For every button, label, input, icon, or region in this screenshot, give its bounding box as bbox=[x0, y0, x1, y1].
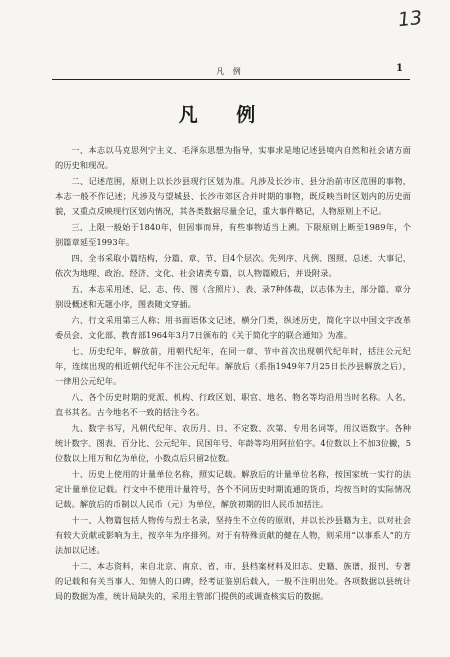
paragraph-3: 三、上限一般始于1840年，但因事而异，有些事物适当上溯。下限原则上断至1989年，个别篇章延至1993年。 bbox=[55, 222, 411, 247]
paragraph-7: 七、历史纪年，解放前，用朝代纪年，在同一章、节中首次出现朝代纪年时，括注公元纪年，连续出现的相近朝代纪年不注公元纪年。解放后（系指1949年7月25日长沙县解放之后），一律用公元纪年。 bbox=[55, 346, 411, 386]
paragraph-6: 六、行文采用第三人称；用书面语体文记述，横分门类，纵述历史，简化字以中国文字改革委员会、文化部、教育部1964年3月7日颁布的《关于简化字的联合通知》为准。 bbox=[55, 315, 411, 340]
header-rule bbox=[52, 79, 410, 80]
paragraph-8: 八、各个历史时期的党派、机构、行政区划、职官、地名、物名等均沿用当时名称。人名，直书其名。古今地名不一致的括注今名。 bbox=[55, 392, 411, 417]
paragraph-11: 十一、人物篇包括人物传与烈士名录，坚持生不立传的原则，并以长沙县籍为主，以对社会有较大贡献或影响为主，按卒年为序排列。对于有特殊贡献的健在人物，则采用“以事系人”的方法加以记述。 bbox=[55, 515, 411, 555]
paragraph-12: 十二、本志资料，来自北京、南京、省、市、县档案材料及旧志、史籍、族谱、报刊、专著的记载和有关当事人、知情人的口碑，经考证鉴别后载入，一般不注明出处。各项数据以县统计局的数据为准，统计局缺失的，采用主管部门提供的或调查核实后的数据。 bbox=[55, 561, 411, 601]
page-number: 1 bbox=[396, 63, 403, 74]
paragraph-9: 九、数字书写，凡朝代纪年、农历月、日、不定数、次第、专用名词等，用汉语数字。各种统计数字、图表、百分比、公元纪年、民国年号、年龄等均用阿拉伯字。4位数以上不加3位撇，5位数以上用万和亿为单位，小数点后只留2位数。 bbox=[55, 423, 411, 463]
paragraph-2: 二、记述范围，原则上以长沙县现行区划为准。凡涉及长沙市、县分治前市区范围的事物，本志一般不作记述；凡涉及与望城县、长沙市郊区合并时期的事物，既反映当时区划内的历史面貌，又重点反映现行区划内情况，其各类数据尽量全记，重大事件略记，人物原则上不记。 bbox=[55, 176, 411, 216]
paragraph-10: 十、历史上使用的计量单位名称，照实记载。解放后的计量单位名称，按国家统一实行的法定计量单位记载。行文中不使用计量符号，各个不同历史时期流通的货币，均按当时的实际情况记载。解放后的币制以人民币（元）为单位，解放初期的旧人民币加括注。 bbox=[55, 469, 411, 509]
handwritten-page-mark: 13 bbox=[396, 6, 424, 32]
running-head: 凡 例 bbox=[216, 67, 244, 76]
paragraph-5: 五、本志采用述、记、志、传、图（含照片）、表、录7种体裁，以志体为主，部分篇、章分别设概述和无题小序，图表随文穿插。 bbox=[55, 284, 411, 309]
paragraph-4: 四、全书采取小篇结构，分篇、章、节、目4个层次。先列序、凡例、图照、总述、大事记，依次为地理、政治、经济、文化、社会诸类专篇，以人物篇殿后，并设附录。 bbox=[55, 253, 411, 278]
page-title: 凡 例 bbox=[178, 104, 272, 126]
paragraph-1: 一、本志以马克思列宁主义、毛泽东思想为指导，实事求是地记述县境内自然和社会诸方面的历史和现况。 bbox=[55, 145, 411, 170]
body-text bbox=[55, 143, 411, 605]
